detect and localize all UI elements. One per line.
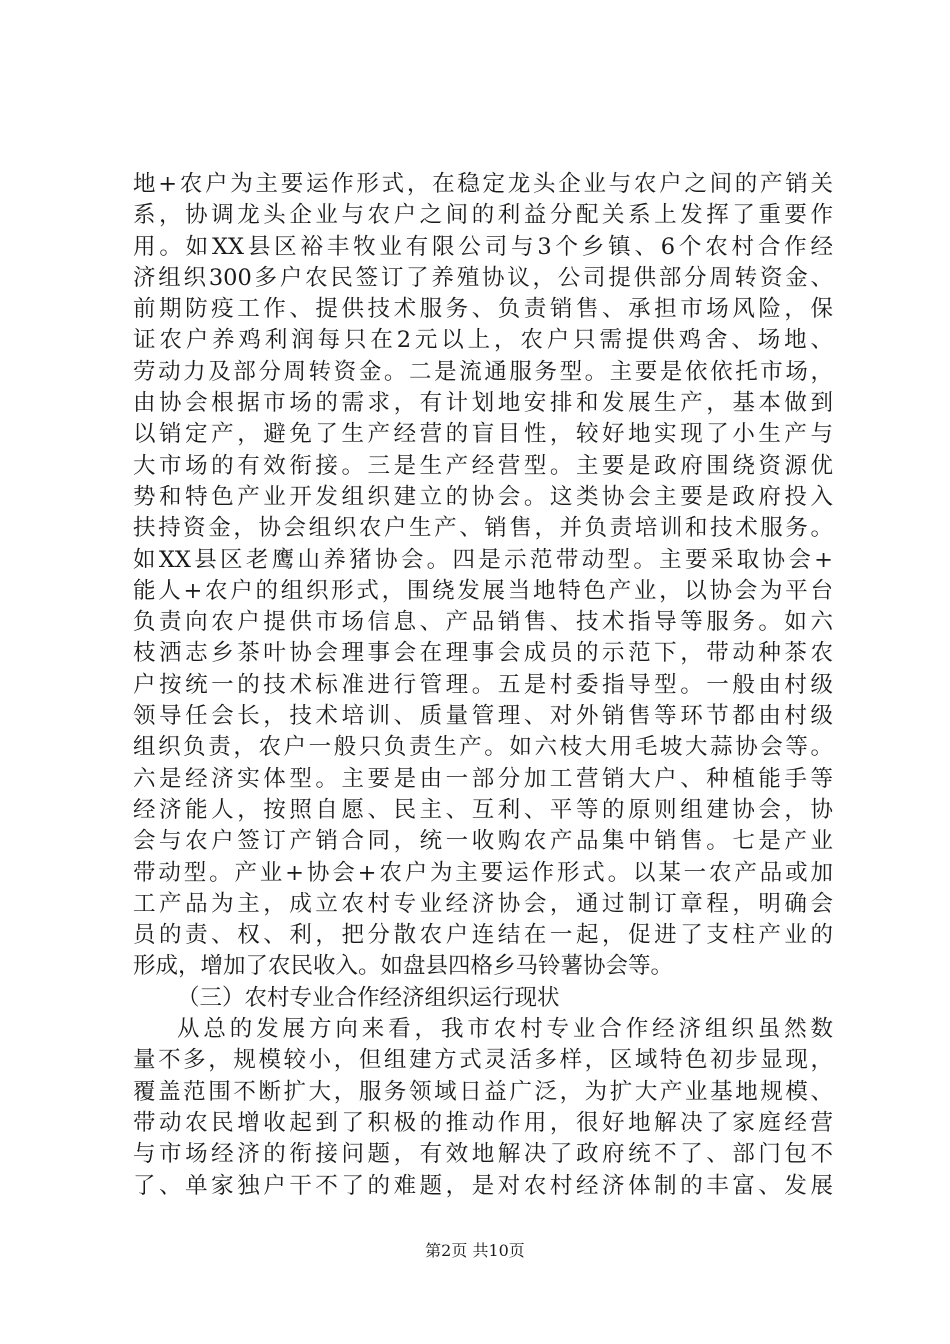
text-line: 用。如XX县区裕丰牧业有限公司与3个乡镇、6个农村合作经 [133, 233, 833, 260]
text-line: 枝洒志乡茶叶协会理事会在理事会成员的示范下，带动种茶农 [133, 640, 833, 667]
text-line: 户按统一的技术标准进行管理。五是村委指导型。一般由村级 [133, 671, 833, 698]
text-line: 会与农户签订产销合同，统一收购农产品集中销售。七是产业 [133, 828, 833, 855]
text-line: 扶持资金，协会组织农户生产、销售，并负责培训和技术服务。 [133, 515, 833, 542]
paragraph-2 [133, 1014, 833, 1202]
text-line: 能人+农户的组织形式，围绕发展当地特色产业，以协会为平台 [133, 577, 833, 604]
text-line: 六是经济实体型。主要是由一部分加工营销大户、种植能手等 [133, 765, 833, 792]
text-line: 大市场的有效衔接。三是生产经营型。主要是政府围绕资源优 [133, 452, 833, 479]
text-line: 地+农户为主要运作形式，在稳定龙头企业与农户之间的产销关 [133, 171, 833, 197]
text-line: 带动农民增收起到了积极的推动作用，很好地解决了家庭经营 [133, 1109, 833, 1136]
text-line: 从总的发展方向来看，我市农村专业合作经济组织虽然数 [177, 1016, 833, 1043]
text-line: 劳动力及部分周转资金。二是流通服务型。主要是依依托市场， [133, 358, 833, 385]
text-line: 由协会根据市场的需求，有计划地安排和发展生产，基本做到 [133, 390, 833, 417]
text-line: 形成，增加了农民收入。如盘县四格乡马铃薯协会等。 [133, 953, 674, 980]
text-line: 证农户养鸡利润每只在2元以上，农户只需提供鸡舍、场地、 [133, 327, 833, 354]
text-line: 员的责、权、利，把分散农户连结在一起，促进了支柱产业的 [133, 922, 833, 949]
text-line: 前期防疫工作、提供技术服务、负责销售、承担市场风险，保 [133, 296, 833, 323]
text-line: 系，协调龙头企业与农户之间的利益分配关系上发挥了重要作 [133, 202, 833, 229]
text-line: 势和特色产业开发组织建立的协会。这类协会主要是政府投入 [133, 483, 833, 510]
section-heading: （三）农村专业合作经济组织运行现状 [177, 984, 560, 1011]
text-line: 济组织300多户农民签订了养殖协议，公司提供部分周转资金、 [133, 264, 833, 291]
text-line: 与市场经济的衔接问题，有效地解决了政府统不了、部门包不 [133, 1141, 833, 1168]
text-line: 经济能人，按照自愿、民主、互利、平等的原则组建协会，协 [133, 796, 833, 823]
text-line: 以销定产，避免了生产经营的盲目性，较好地实现了小生产与 [133, 421, 833, 448]
page-footer: 第2页 共10页 [425, 1241, 525, 1260]
text-line: 组织负责，农户一般只负责生产。如六枝大用毛坡大蒜协会等。 [133, 734, 833, 761]
text-line: 工产品为主，成立农村专业经济协会，通过制订章程，明确会 [133, 890, 833, 917]
paragraph-1 [133, 169, 833, 983]
document-body [133, 169, 833, 1202]
text-line: 领导任会长，技术培训、质量管理、对外销售等环节都由村级 [133, 703, 833, 730]
text-line: 了、单家独户干不了的难题，是对农村经济体制的丰富、发展 [133, 1172, 833, 1199]
text-line: 覆盖范围不断扩大，服务领域日益广泛，为扩大产业基地规模、 [133, 1078, 833, 1105]
text-line: 负责向农户提供市场信息、产品销售、技术指导等服务。如六 [133, 609, 833, 636]
text-line: 量不多，规模较小，但组建方式灵活多样，区域特色初步显现， [133, 1047, 833, 1074]
text-line: 如XX县区老鹰山养猪协会。四是示范带动型。主要采取协会+ [133, 546, 833, 573]
text-line: 带动型。产业+协会+农户为主要运作形式。以某一农产品或加 [133, 859, 833, 886]
